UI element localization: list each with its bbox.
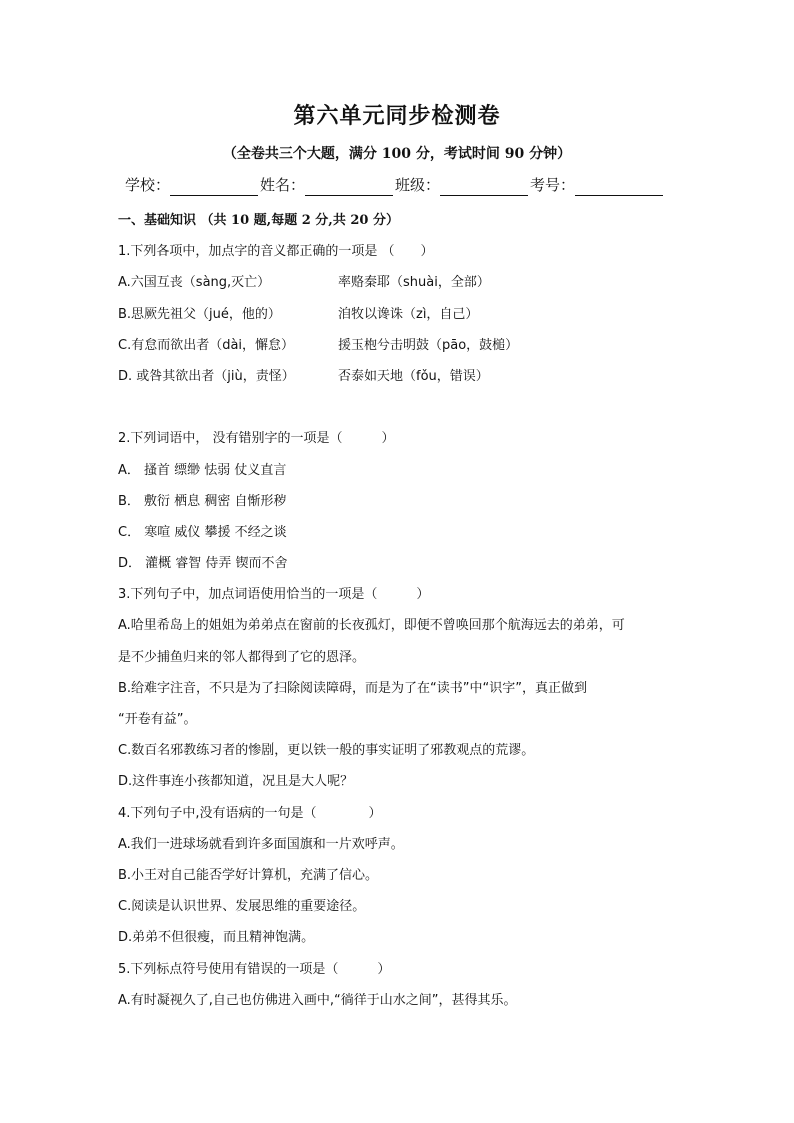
exam-no-blank[interactable]: [575, 177, 663, 196]
exam-no-field: [530, 174, 665, 196]
school-label: 学校：: [125, 176, 171, 194]
question-3-option-b: B.给难字注音，不只是为了扫除阅读障碍，而是为了在“读书”中“识字”，真正做到: [118, 680, 587, 696]
question-3-option-a-cont: 是不少捕鱼归来的邻人都得到了它的恩泽。: [118, 649, 366, 665]
question-4-option-b: B.小王对自己能否学好计算机，充满了信心。: [118, 867, 379, 883]
question-1-option-row: [118, 299, 688, 330]
page-title: 第六单元同步检测卷: [293, 103, 501, 129]
section-title: 一、基础知识 （共 10 题,每题 2 分,共 20 分）: [118, 213, 399, 228]
question-3-stem: 3.下列句子中，加点词语使用恰当的一项是（ ）: [118, 587, 430, 603]
question-4-option-a: A.我们一进球场就看到许多面国旗和一片欢呼声。: [118, 836, 404, 852]
question-1-option-a-right: 率赂秦耶（shuài，全部）: [338, 275, 490, 291]
question-1-option-d-left: D. 或咎其欲出者（jiù，责怪）: [118, 368, 295, 384]
school-field: [125, 174, 260, 196]
name-label: 姓名：: [260, 176, 306, 194]
question-2-stem: 2.下列词语中， 没有错别字的一项是（ ）: [118, 431, 395, 447]
exam-no-label: 考号：: [530, 176, 576, 194]
question-4-option-c: C.阅读是认识世界、发展思维的重要途径。: [118, 899, 366, 915]
page-subtitle: （全卷共三个大题，满分 100 分，考试时间 90 分钟）: [222, 146, 572, 162]
question-1-option-row: [118, 361, 688, 392]
question-5-stem: 5.下列标点符号使用有错误的一项是（ ）: [118, 961, 391, 977]
question-2-option-b: B． 敷衍 栖息 稠密 自惭形秽: [118, 493, 287, 509]
class-label: 班级：: [395, 176, 441, 194]
question-4-stem: 4.下列句子中,没有语病的一句是（ ）: [118, 805, 382, 821]
question-5-option-a: A.有时凝视久了,自己也仿佛进入画中,“徜徉于山水之间”，甚得其乐。: [118, 992, 517, 1008]
spacer: [118, 392, 688, 423]
name-field: [260, 174, 395, 196]
question-1-option-c-right: 援玉枹兮击明鼓（pāo，鼓槌）: [338, 337, 519, 353]
student-info-row: [125, 174, 685, 196]
question-1-option-row: [118, 330, 688, 361]
question-3-option-d: D.这件事连小孩都知道，况且是大人呢？: [118, 774, 354, 790]
class-field: [395, 174, 530, 196]
school-blank[interactable]: [170, 177, 258, 196]
question-1-option-b-left: B.思厥先祖父（jué，他的）: [118, 306, 281, 322]
question-4-option-d: D.弟弟不但很瘦，而且精神饱满。: [118, 930, 315, 946]
question-2-option-a: A． 搔首 缥缈 怯弱 仗义直言: [118, 462, 287, 478]
question-1-stem: 1.下列各项中，加点字的音义都正确的一项是 （ ）: [118, 244, 434, 260]
class-blank[interactable]: [440, 177, 528, 196]
question-3-option-b-cont: “开卷有益”。: [118, 712, 197, 727]
name-blank[interactable]: [305, 177, 393, 196]
question-1-option-c-left: C.有怠而欲出者（dài，懈怠）: [118, 337, 295, 353]
question-3-option-c: C.数百名邪教练习者的惨剧，更以铁一般的事实证明了邪教观点的荒谬。: [118, 743, 535, 759]
exam-content: [118, 205, 688, 1016]
question-1-option-b-right: 洎牧以谗诛（zì，自己）: [338, 306, 479, 322]
question-3-option-a: A.哈里希岛上的姐姐为弟弟点在窗前的长夜孤灯，即便不曾唤回那个航海远去的弟弟，可: [118, 618, 625, 634]
question-1-option-a-left: A.六国互丧（sàng,灭亡）: [118, 275, 271, 291]
question-1-option-d-right: 否泰如天地（fǒu，错误）: [338, 368, 489, 384]
question-2-option-d: D． 灌概 睿智 侍弄 锲而不舍: [118, 556, 288, 572]
question-1-option-row: [118, 267, 688, 298]
question-2-option-c: C． 寒喧 威仪 攀援 不经之谈: [118, 524, 287, 540]
